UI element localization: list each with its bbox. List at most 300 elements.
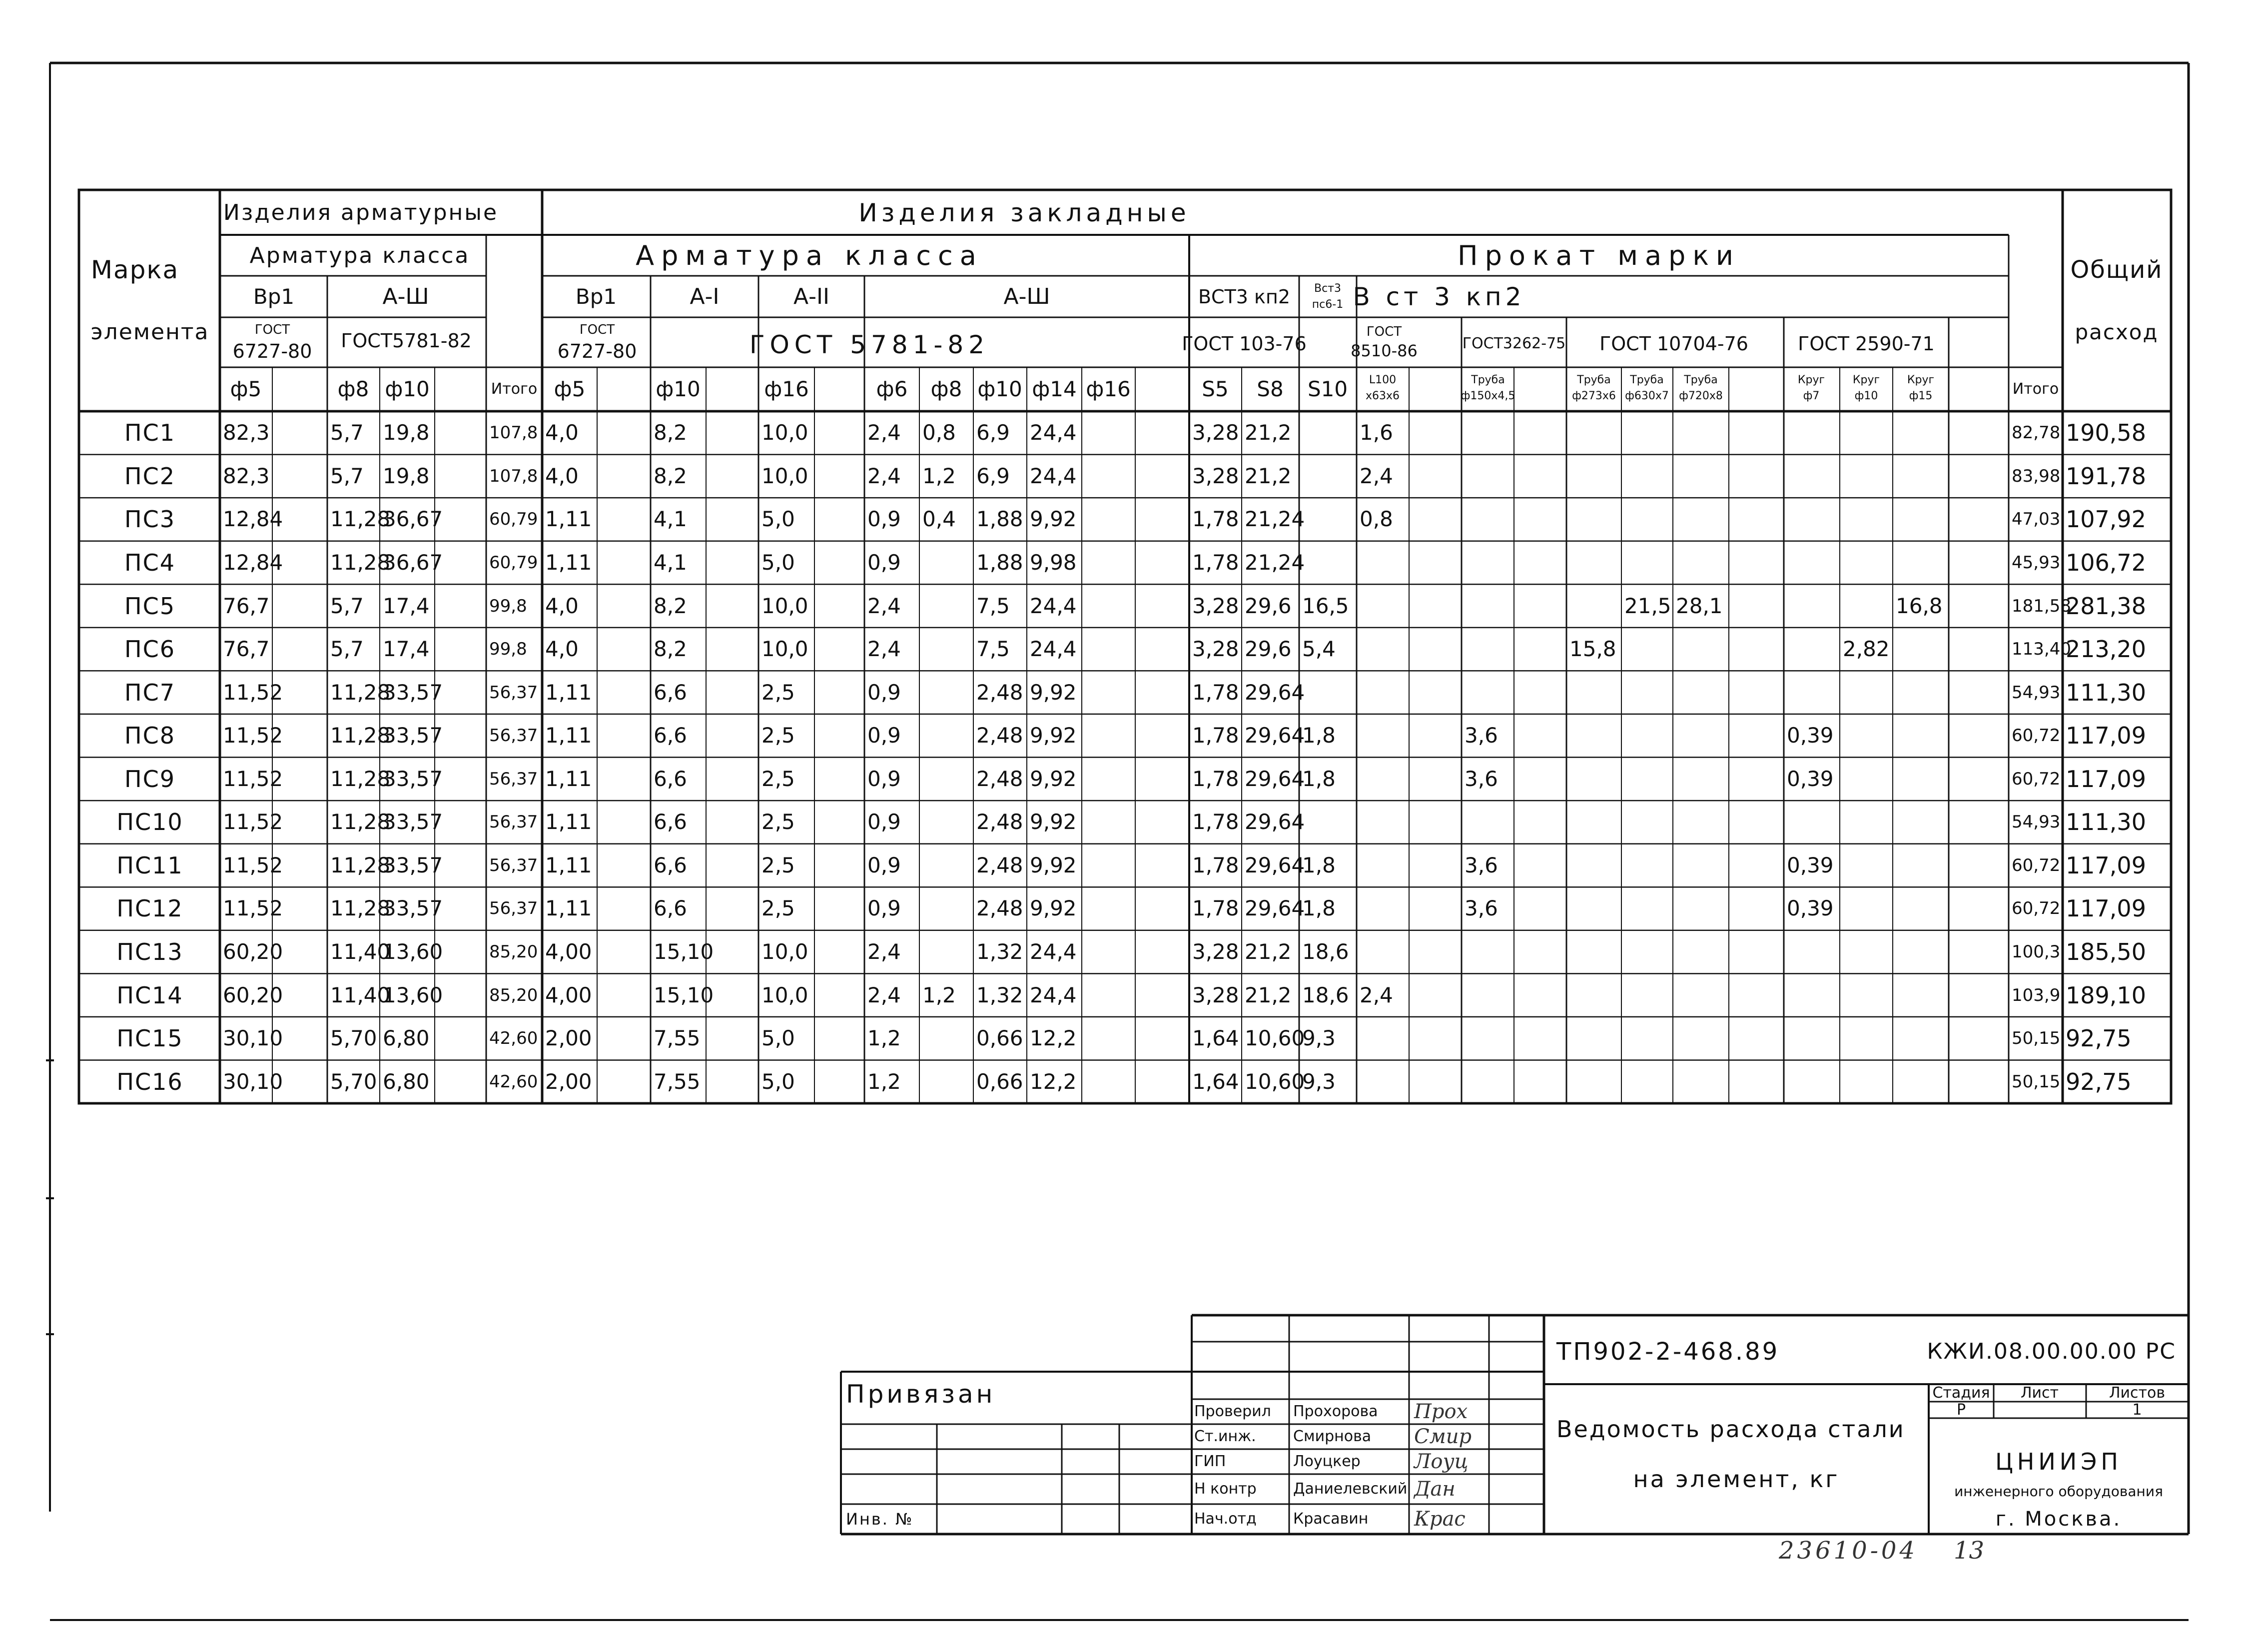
row-cell: 9,98: [1030, 550, 1077, 575]
row-cell: 1,32: [976, 939, 1023, 964]
stamp-name-4: Красавин: [1293, 1510, 1369, 1528]
row-cell: 21,2: [1245, 982, 1292, 1007]
row-cell: 3,6: [1465, 852, 1498, 877]
row-cell: 7,5: [976, 637, 1010, 662]
row-cell: 3,28: [1192, 420, 1239, 445]
row-cell: 36,67: [383, 550, 443, 575]
stamp-role-4: Нач.отд: [1194, 1510, 1257, 1528]
row-cell: 5,7: [330, 420, 364, 445]
row-cell: 21,2: [1245, 463, 1292, 488]
row-mark: ПС2: [124, 462, 175, 490]
row-cell: 4,1: [654, 507, 687, 532]
row-cell: 18,6: [1302, 982, 1349, 1007]
header-gost-5781-1: ГОСТ5781-82: [341, 330, 472, 352]
subheader-pipe2-a: Труба: [1577, 374, 1611, 386]
row-cell: 4,0: [545, 463, 579, 488]
row-emb-itogo: 113,40: [2012, 639, 2071, 660]
row-cell: 4,0: [545, 593, 579, 618]
row-cell: 8,2: [654, 420, 687, 445]
row-reinf-itogo: 60,79: [489, 552, 538, 573]
header-vst3kp2-wide: В ст 3 кп2: [1353, 282, 1525, 311]
row-cell: 5,7: [330, 463, 364, 488]
row-cell: 9,3: [1302, 1026, 1336, 1051]
row-cell: 6,9: [976, 463, 1010, 488]
row-reinf-itogo: 99,8: [489, 639, 527, 660]
row-cell: 9,92: [1030, 810, 1077, 834]
row-cell: 29,64: [1245, 810, 1305, 834]
row-emb-itogo: 60,72: [2012, 855, 2061, 875]
stamp-name-1: Смирнова: [1293, 1428, 1372, 1445]
row-cell: 29,64: [1245, 766, 1305, 791]
header-vst3kp2: ВСТ3 кп2: [1198, 286, 1291, 308]
row-cell: 15,10: [654, 939, 714, 964]
row-cell: 5,0: [761, 1069, 795, 1094]
row-reinf-itogo: 42,60: [489, 1028, 538, 1049]
row-total: 92,75: [2066, 1025, 2132, 1052]
row-cell: 76,7: [223, 637, 270, 662]
row-total: 111,30: [2066, 809, 2146, 836]
header-a3-emb: А-Ш: [1003, 284, 1050, 309]
subheader-emb-10: ф16: [1086, 377, 1131, 401]
row-cell: 21,5: [1624, 593, 1671, 618]
row-cell: 2,4: [867, 982, 901, 1007]
header-mark-1: Марка: [90, 255, 179, 284]
row-cell: 4,1: [654, 550, 687, 575]
row-total: 107,92: [2066, 506, 2146, 533]
row-cell: 11,28: [330, 723, 391, 748]
row-cell: 2,48: [976, 680, 1023, 705]
stamp-signature-1: Смир: [1414, 1425, 1472, 1448]
header-vst3ps6-1: Вст3: [1314, 282, 1342, 295]
row-cell: 6,6: [654, 723, 687, 748]
row-cell: 2,4: [867, 637, 901, 662]
row-cell: 2,4: [867, 463, 901, 488]
header-gost-10704: ГОСТ 10704-76: [1599, 333, 1748, 355]
row-cell: 10,0: [761, 982, 808, 1007]
row-cell: 0,39: [1787, 723, 1834, 748]
row-total: 117,09: [2066, 722, 2146, 750]
row-cell: 4,0: [545, 420, 579, 445]
row-emb-itogo: 50,15: [2012, 1028, 2061, 1049]
row-cell: 15,10: [654, 982, 714, 1007]
stamp-name-3: Даниелевский: [1293, 1480, 1408, 1498]
row-cell: 24,4: [1030, 982, 1077, 1007]
row-cell: 0,9: [867, 852, 901, 877]
row-cell: 4,0: [545, 637, 579, 662]
row-cell: 2,4: [867, 939, 901, 964]
row-cell: 8,2: [654, 463, 687, 488]
row-mark: ПС9: [124, 765, 175, 793]
row-cell: 13,60: [383, 939, 443, 964]
row-reinf-itogo: 107,8: [489, 423, 538, 443]
row-cell: 30,10: [223, 1026, 283, 1051]
row-mark: ПС6: [124, 636, 175, 663]
stamp-signature-0: Прох: [1414, 1400, 1468, 1423]
row-cell: 6,9: [976, 420, 1010, 445]
row-cell: 0,9: [867, 723, 901, 748]
row-cell: 6,6: [654, 810, 687, 834]
subheader-pipe4-b: ф720х8: [1679, 390, 1723, 402]
stamp-signature-3: Дан: [1414, 1478, 1456, 1501]
row-reinf-itogo: 42,60: [489, 1071, 538, 1092]
row-cell: 6,6: [654, 680, 687, 705]
header-gost-6727-1: 6727-80: [232, 340, 312, 362]
row-mark: ПС11: [116, 851, 183, 879]
row-cell: 82,3: [223, 463, 270, 488]
row-cell: 3,28: [1192, 637, 1239, 662]
row-cell: 1,2: [922, 982, 956, 1007]
row-reinf-itogo: 107,8: [489, 466, 538, 486]
row-cell: 1,6: [1360, 420, 1393, 445]
row-cell: 12,84: [223, 507, 283, 532]
row-mark: ПС8: [124, 722, 175, 750]
row-cell: 2,4: [1360, 982, 1393, 1007]
row-emb-itogo: 54,93: [2012, 682, 2061, 703]
header-a3-reinf: А-Ш: [382, 284, 429, 309]
row-cell: 1,11: [545, 507, 592, 532]
row-cell: 0,8: [1360, 507, 1393, 532]
row-cell: 11,52: [223, 680, 283, 705]
row-cell: 11,28: [330, 896, 391, 921]
subheader-emb-7: ф8: [930, 377, 962, 401]
stamp-title-2: на элемент, кг: [1633, 1466, 1840, 1493]
header-bp1-reinf: Bр1: [253, 284, 295, 309]
row-cell: 10,0: [761, 939, 808, 964]
header-total-1: Общий: [2070, 256, 2163, 284]
row-cell: 1,64: [1192, 1026, 1239, 1051]
row-cell: 33,57: [383, 680, 443, 705]
stamp-role-3: Н контр: [1194, 1480, 1257, 1498]
row-emb-itogo: 100,3: [2012, 942, 2061, 962]
subheader-emb-2: ф10: [656, 377, 701, 401]
row-emb-itogo: 82,78: [2012, 423, 2061, 443]
row-reinf-itogo: 85,20: [489, 942, 538, 962]
header-gost-2590: ГОСТ 2590-71: [1798, 333, 1935, 355]
row-cell: 11,28: [330, 810, 391, 834]
header-emb-class: Арматура класса: [636, 240, 983, 271]
row-cell: 1,78: [1192, 723, 1239, 748]
row-total: 111,30: [2066, 679, 2146, 706]
row-cell: 11,52: [223, 896, 283, 921]
row-cell: 21,24: [1245, 507, 1305, 532]
row-cell: 9,92: [1030, 896, 1077, 921]
row-cell: 0,9: [867, 896, 901, 921]
header-gost-6727-2: 6727-80: [557, 340, 637, 362]
row-cell: 2,4: [867, 420, 901, 445]
row-cell: 76,7: [223, 593, 270, 618]
row-reinf-itogo: 56,37: [489, 812, 538, 832]
row-cell: 82,3: [223, 420, 270, 445]
row-cell: 15,8: [1569, 637, 1616, 662]
row-total: 281,38: [2066, 592, 2146, 620]
row-cell: 2,5: [761, 810, 795, 834]
row-cell: 0,39: [1787, 852, 1834, 877]
subheader-emb-itogo: Итого: [2012, 380, 2059, 398]
subheader-reinf-0: ф5: [230, 377, 262, 401]
row-mark: ПС7: [124, 679, 175, 706]
row-cell: 5,0: [761, 507, 795, 532]
row-cell: 1,78: [1192, 766, 1239, 791]
row-cell: 12,2: [1030, 1026, 1077, 1051]
stamp-role-1: Ст.инж.: [1194, 1428, 1256, 1445]
row-cell: 2,48: [976, 766, 1023, 791]
row-cell: 11,52: [223, 810, 283, 834]
row-cell: 9,3: [1302, 1069, 1336, 1094]
row-cell: 11,28: [330, 550, 391, 575]
header-gost-8510-b: 8510-86: [1351, 341, 1418, 360]
header-vst3ps6-2: пс6-1: [1312, 298, 1344, 311]
stamp-signature-4: Крас: [1414, 1508, 1466, 1531]
subheader-emb-4: ф16: [764, 377, 809, 401]
row-total: 92,75: [2066, 1068, 2132, 1095]
row-cell: 18,6: [1302, 939, 1349, 964]
subheader-emb-6: ф6: [876, 377, 908, 401]
header-gost-3262: ГОСТ3262-75: [1462, 335, 1566, 352]
row-cell: 6,6: [654, 852, 687, 877]
row-cell: 3,6: [1465, 896, 1498, 921]
row-cell: 1,32: [976, 982, 1023, 1007]
row-cell: 1,2: [867, 1069, 901, 1094]
row-emb-itogo: 45,93: [2012, 552, 2061, 573]
stamp-role-0: Проверил: [1194, 1403, 1271, 1420]
row-cell: 1,78: [1192, 896, 1239, 921]
row-cell: 2,00: [545, 1069, 592, 1094]
row-cell: 9,92: [1030, 507, 1077, 532]
stamp-listov: 1: [2132, 1401, 2142, 1419]
row-cell: 0,66: [976, 1026, 1023, 1051]
row-cell: 10,0: [761, 420, 808, 445]
row-cell: 0,9: [867, 810, 901, 834]
row-cell: 5,70: [330, 1069, 377, 1094]
row-cell: 1,78: [1192, 507, 1239, 532]
row-emb-itogo: 60,72: [2012, 898, 2061, 919]
header-gost-103: ГОСТ 103-76: [1182, 333, 1307, 355]
row-emb-itogo: 103,9: [2012, 985, 2061, 1005]
row-cell: 33,57: [383, 896, 443, 921]
row-cell: 3,6: [1465, 766, 1498, 791]
row-cell: 30,10: [223, 1069, 283, 1094]
row-cell: 1,8: [1302, 852, 1336, 877]
row-cell: 33,57: [383, 852, 443, 877]
row-reinf-itogo: 60,79: [489, 509, 538, 530]
row-cell: 5,70: [330, 1026, 377, 1051]
header-prokat: Прокат марки: [1457, 240, 1741, 271]
header-gost-5781-2: ГОСТ 5781-82: [749, 330, 990, 359]
stamp-privyazan: Привязан: [846, 1380, 996, 1409]
header-embedded-1: Изделия закладные: [858, 198, 1190, 227]
header-gost-8510-a: ГОСТ: [1366, 324, 1402, 339]
row-cell: 24,4: [1030, 463, 1077, 488]
row-total: 189,10: [2066, 981, 2146, 1009]
row-cell: 9,92: [1030, 766, 1077, 791]
row-emb-itogo: 54,93: [2012, 812, 2061, 832]
row-cell: 11,52: [223, 766, 283, 791]
row-reinf-itogo: 56,37: [489, 682, 538, 703]
row-cell: 9,92: [1030, 723, 1077, 748]
row-cell: 2,82: [1843, 637, 1890, 662]
row-total: 117,09: [2066, 895, 2146, 922]
row-cell: 11,52: [223, 852, 283, 877]
row-cell: 1,78: [1192, 852, 1239, 877]
row-cell: 11,40: [330, 982, 391, 1007]
row-cell: 10,0: [761, 593, 808, 618]
row-cell: 1,78: [1192, 550, 1239, 575]
row-cell: 1,8: [1302, 896, 1336, 921]
row-cell: 7,55: [654, 1069, 701, 1094]
header-reinf-class: Арматура класса: [249, 243, 470, 268]
row-cell: 24,4: [1030, 593, 1077, 618]
subheader-krug1-a: Круг: [1797, 374, 1825, 386]
row-cell: 1,2: [922, 463, 956, 488]
row-emb-itogo: 60,72: [2012, 726, 2061, 746]
row-cell: 6,6: [654, 766, 687, 791]
subheader-l100-a: L100: [1369, 374, 1397, 386]
row-total: 117,09: [2066, 765, 2146, 793]
header-a1: А-I: [690, 284, 720, 309]
stamp-project-code: ТП902-2-468.89: [1556, 1338, 1780, 1366]
row-cell: 7,55: [654, 1026, 701, 1051]
stamp-org-2: инженерного оборудования: [1954, 1483, 2163, 1500]
subheader-prokat-2: S10: [1307, 377, 1348, 401]
row-cell: 11,28: [330, 852, 391, 877]
row-cell: 10,60: [1245, 1069, 1305, 1094]
stamp-list-label: Лист: [2020, 1384, 2059, 1402]
row-cell: 0,39: [1787, 766, 1834, 791]
row-cell: 0,9: [867, 680, 901, 705]
row-cell: 36,67: [383, 507, 443, 532]
row-total: 190,58: [2066, 419, 2146, 447]
row-emb-itogo: 47,03: [2012, 509, 2061, 530]
row-emb-itogo: 50,15: [2012, 1071, 2061, 1092]
row-cell: 1,8: [1302, 723, 1336, 748]
subheader-pipe1-b: ф150х4,5: [1461, 390, 1515, 402]
header-bp1-emb: Bр1: [575, 284, 617, 309]
row-cell: 5,0: [761, 550, 795, 575]
row-cell: 24,4: [1030, 939, 1077, 964]
header-total-2: расход: [2075, 320, 2159, 344]
subheader-prokat-0: S5: [1202, 377, 1229, 401]
row-cell: 3,28: [1192, 982, 1239, 1007]
row-cell: 60,20: [223, 982, 283, 1007]
row-cell: 2,48: [976, 723, 1023, 748]
row-cell: 8,2: [654, 593, 687, 618]
subheader-krug1-b: ф7: [1803, 390, 1820, 402]
row-cell: 0,39: [1787, 896, 1834, 921]
row-cell: 8,2: [654, 637, 687, 662]
subheader-emb-0: ф5: [554, 377, 586, 401]
row-cell: 29,6: [1245, 593, 1292, 618]
row-cell: 10,0: [761, 637, 808, 662]
row-cell: 2,48: [976, 810, 1023, 834]
header-a2: А-II: [793, 284, 829, 309]
subheader-prokat-1: S8: [1257, 377, 1284, 401]
row-emb-itogo: 83,98: [2012, 466, 2061, 486]
row-cell: 2,5: [761, 852, 795, 877]
subheader-pipe1-a: Труба: [1471, 374, 1505, 386]
row-cell: 1,78: [1192, 810, 1239, 834]
row-mark: ПС3: [124, 506, 175, 533]
row-cell: 1,11: [545, 550, 592, 575]
row-cell: 3,28: [1192, 463, 1239, 488]
stamp-title-1: Ведомость расхода стали: [1556, 1416, 1905, 1443]
row-mark: ПС16: [116, 1068, 183, 1095]
stamp-org-3: г. Москва.: [1995, 1508, 2122, 1531]
row-cell: 29,64: [1245, 723, 1305, 748]
row-cell: 2,00: [545, 1026, 592, 1051]
stamp-inv: Инв. №: [846, 1510, 914, 1529]
row-mark: ПС12: [116, 895, 183, 922]
subheader-reinf-2: ф8: [337, 377, 369, 401]
subheader-pipe2-b: ф273х6: [1572, 390, 1616, 402]
row-cell: 19,8: [383, 463, 430, 488]
row-cell: 10,0: [761, 463, 808, 488]
row-cell: 0,4: [922, 507, 956, 532]
row-mark: ПС1: [124, 419, 175, 447]
stamp-stadiya-label: Стадия: [1932, 1384, 1990, 1402]
row-cell: 5,4: [1302, 637, 1336, 662]
row-cell: 17,4: [383, 593, 430, 618]
row-reinf-itogo: 56,37: [489, 726, 538, 746]
stamp-name-2: Лоуцкер: [1293, 1453, 1361, 1470]
row-cell: 11,28: [330, 766, 391, 791]
row-cell: 1,11: [545, 896, 592, 921]
row-total: 117,09: [2066, 851, 2146, 879]
row-cell: 11,28: [330, 507, 391, 532]
stamp-listov-label: Листов: [2109, 1384, 2166, 1402]
row-cell: 0,9: [867, 550, 901, 575]
row-cell: 17,4: [383, 637, 430, 662]
subheader-krug3-a: Круг: [1907, 374, 1935, 386]
row-mark: ПС15: [116, 1025, 183, 1052]
row-cell: 1,64: [1192, 1069, 1239, 1094]
row-mark: ПС14: [116, 981, 183, 1009]
row-cell: 6,6: [654, 896, 687, 921]
row-cell: 2,48: [976, 896, 1023, 921]
row-mark: ПС13: [116, 938, 183, 966]
row-cell: 6,80: [383, 1069, 430, 1094]
header-reinf-products: Изделия арматурные: [223, 200, 499, 225]
row-cell: 6,80: [383, 1026, 430, 1051]
row-cell: 1,11: [545, 723, 592, 748]
row-cell: 11,40: [330, 939, 391, 964]
row-cell: 1,78: [1192, 680, 1239, 705]
row-cell: 11,28: [330, 680, 391, 705]
row-cell: 21,24: [1245, 550, 1305, 575]
row-cell: 1,11: [545, 810, 592, 834]
subheader-krug2-b: ф10: [1854, 390, 1878, 402]
row-cell: 5,7: [330, 637, 364, 662]
row-cell: 0,9: [867, 766, 901, 791]
row-cell: 7,5: [976, 593, 1010, 618]
stamp-doc-code: КЖИ.08.00.00.00 РС: [1927, 1339, 2176, 1364]
row-cell: 2,5: [761, 766, 795, 791]
row-cell: 2,4: [1360, 463, 1393, 488]
row-cell: 2,48: [976, 852, 1023, 877]
row-cell: 5,0: [761, 1026, 795, 1051]
row-cell: 16,5: [1302, 593, 1349, 618]
row-cell: 1,11: [545, 766, 592, 791]
subheader-emb-9: ф14: [1032, 377, 1077, 401]
row-total: 185,50: [2066, 938, 2146, 966]
row-cell: 1,88: [976, 507, 1023, 532]
row-cell: 24,4: [1030, 637, 1077, 662]
row-cell: 2,5: [761, 680, 795, 705]
row-cell: 33,57: [383, 810, 443, 834]
subheader-reinf-itogo: Итого: [491, 380, 538, 398]
row-cell: 9,92: [1030, 852, 1077, 877]
row-cell: 29,64: [1245, 852, 1305, 877]
row-cell: 13,60: [383, 982, 443, 1007]
